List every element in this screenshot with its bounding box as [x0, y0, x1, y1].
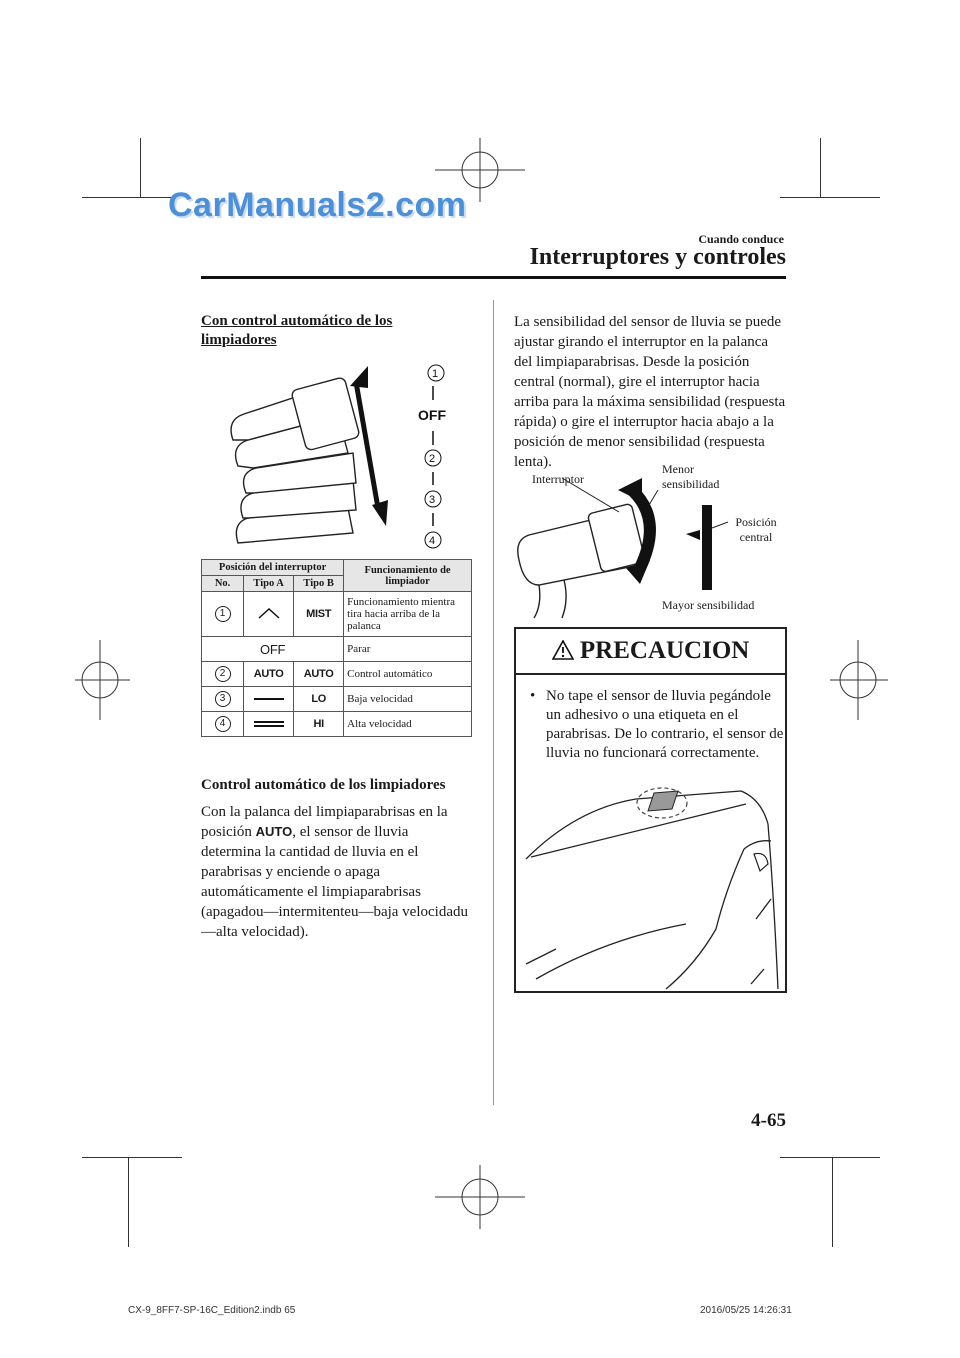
auto-control-paragraph [201, 802, 471, 942]
crop-mark [128, 1157, 129, 1247]
table-header-function: Funcionamiento de limpiador [344, 560, 472, 592]
table-row [202, 592, 472, 637]
position-number: 3 [215, 691, 231, 707]
crop-mark [780, 1157, 880, 1158]
switch-symbol: AUTO [253, 668, 284, 680]
column-divider [493, 300, 494, 1105]
registration-mark-left [75, 640, 135, 730]
lever-off-label: OFF [418, 407, 446, 423]
registration-mark-bottom [435, 1165, 525, 1245]
lever-position-3-label: 3 [429, 494, 436, 506]
function-text: Control automático [344, 662, 472, 687]
lever-position-1-label: 1 [432, 368, 439, 380]
table-row [202, 662, 472, 687]
section-name: Cuando conduce [698, 232, 784, 246]
section-heading: Control automático de los limpiadores [201, 777, 446, 793]
caution-text: No tape el sensor de lluvia pegándole un adhesivo o una etiqueta en el parabrisas. De lo contrario, el sensor de lluvia no funcionará correctamente. [546, 688, 784, 761]
table-header-no: No. [202, 576, 244, 592]
bullet: • [530, 688, 536, 704]
registration-mark-right [828, 640, 888, 730]
header-rule [201, 276, 786, 279]
switch-symbol: LO [311, 693, 326, 705]
paragraph-text: Con la palanca del limpiaparabrisas en la posición [201, 804, 448, 840]
caution-title [516, 629, 785, 675]
low-speed-bars-icon [254, 696, 284, 702]
wiper-lever-figure [228, 358, 468, 558]
table-header-type-a: Tipo A [244, 576, 294, 592]
crop-mark [82, 1157, 182, 1158]
watermark-logo: CarManuals2.com [168, 186, 467, 224]
high-speed-bars-icon [254, 719, 284, 729]
windshield-figure [516, 779, 785, 991]
table-header-position: Posición del interruptor [202, 560, 344, 576]
table-row [202, 712, 472, 737]
crop-mark [780, 197, 880, 198]
function-text: Funcionamiento mientra tira hacia arriba de la palanca [344, 592, 472, 637]
caution-box [514, 627, 787, 993]
auto-symbol: AUTO [255, 824, 293, 839]
page-number: 4-65 [751, 1110, 786, 1131]
more-sensitivity-label: Mayor sensibilidad [662, 598, 755, 612]
footer-file: CX-9_8FF7-SP-16C_Edition2.indb 65 [128, 1305, 296, 1316]
switch-symbol: AUTO [303, 668, 334, 680]
center-position-label: Posición central [735, 515, 777, 544]
crop-mark [832, 1157, 833, 1247]
lever-position-4-label: 4 [429, 535, 436, 547]
function-text: Parar [344, 637, 472, 662]
sensitivity-paragraph: La sensibilidad del sensor de lluvia se puede ajustar girando el interruptor en la palanca del limpiaparabrisas. Desde la posición central (normal), gire el interruptor hacia arriba para la máxima sensibilidad (respuesta rápida) o gire el interruptor hacia abajo a la posición de menor sensibilidad (respuesta lenta). [514, 314, 786, 470]
mist-caret-icon [257, 607, 281, 619]
crop-mark [82, 197, 182, 198]
windshield-sensor-illustration [516, 779, 785, 991]
position-number: 1 [215, 606, 231, 622]
function-text: Alta velocidad [344, 712, 472, 737]
paragraph-text: , el sensor de lluvia determina la cantidad de lluvia en el parabrisas y enciende o apaga automáticamente el limpiaparabrisas (apagadou—intermitenteu—baja velocidadu—alta velocidad). [201, 824, 468, 940]
switch-symbol: OFF [260, 641, 286, 657]
position-number: 4 [215, 716, 231, 732]
caution-item [526, 687, 784, 763]
switch-symbol: MIST [306, 608, 332, 620]
table-row [202, 687, 472, 712]
caution-title-text: PRECAUCION [579, 637, 750, 664]
switch-symbol: HI [313, 718, 324, 730]
warning-triangle-icon [552, 640, 574, 660]
less-sensitivity-label: Menor sensibilidad [662, 462, 720, 491]
function-text: Baja velocidad [344, 687, 472, 712]
section-subheading: Con control automático de los limpiadores [201, 313, 393, 348]
lever-position-2-label: 2 [429, 453, 436, 465]
position-number: 2 [215, 666, 231, 682]
sensitivity-switch-figure [514, 460, 784, 620]
page-title: Interruptores y controles [529, 244, 786, 270]
table-row [202, 637, 472, 662]
wiper-lever-illustration [228, 358, 468, 558]
footer-timestamp: 2016/05/25 14:26:31 [700, 1305, 792, 1316]
crop-mark [820, 138, 821, 198]
wiper-function-table [201, 559, 472, 737]
table-header-type-b: Tipo B [294, 576, 344, 592]
switch-label: Interruptor [532, 472, 584, 486]
crop-mark [140, 138, 141, 198]
